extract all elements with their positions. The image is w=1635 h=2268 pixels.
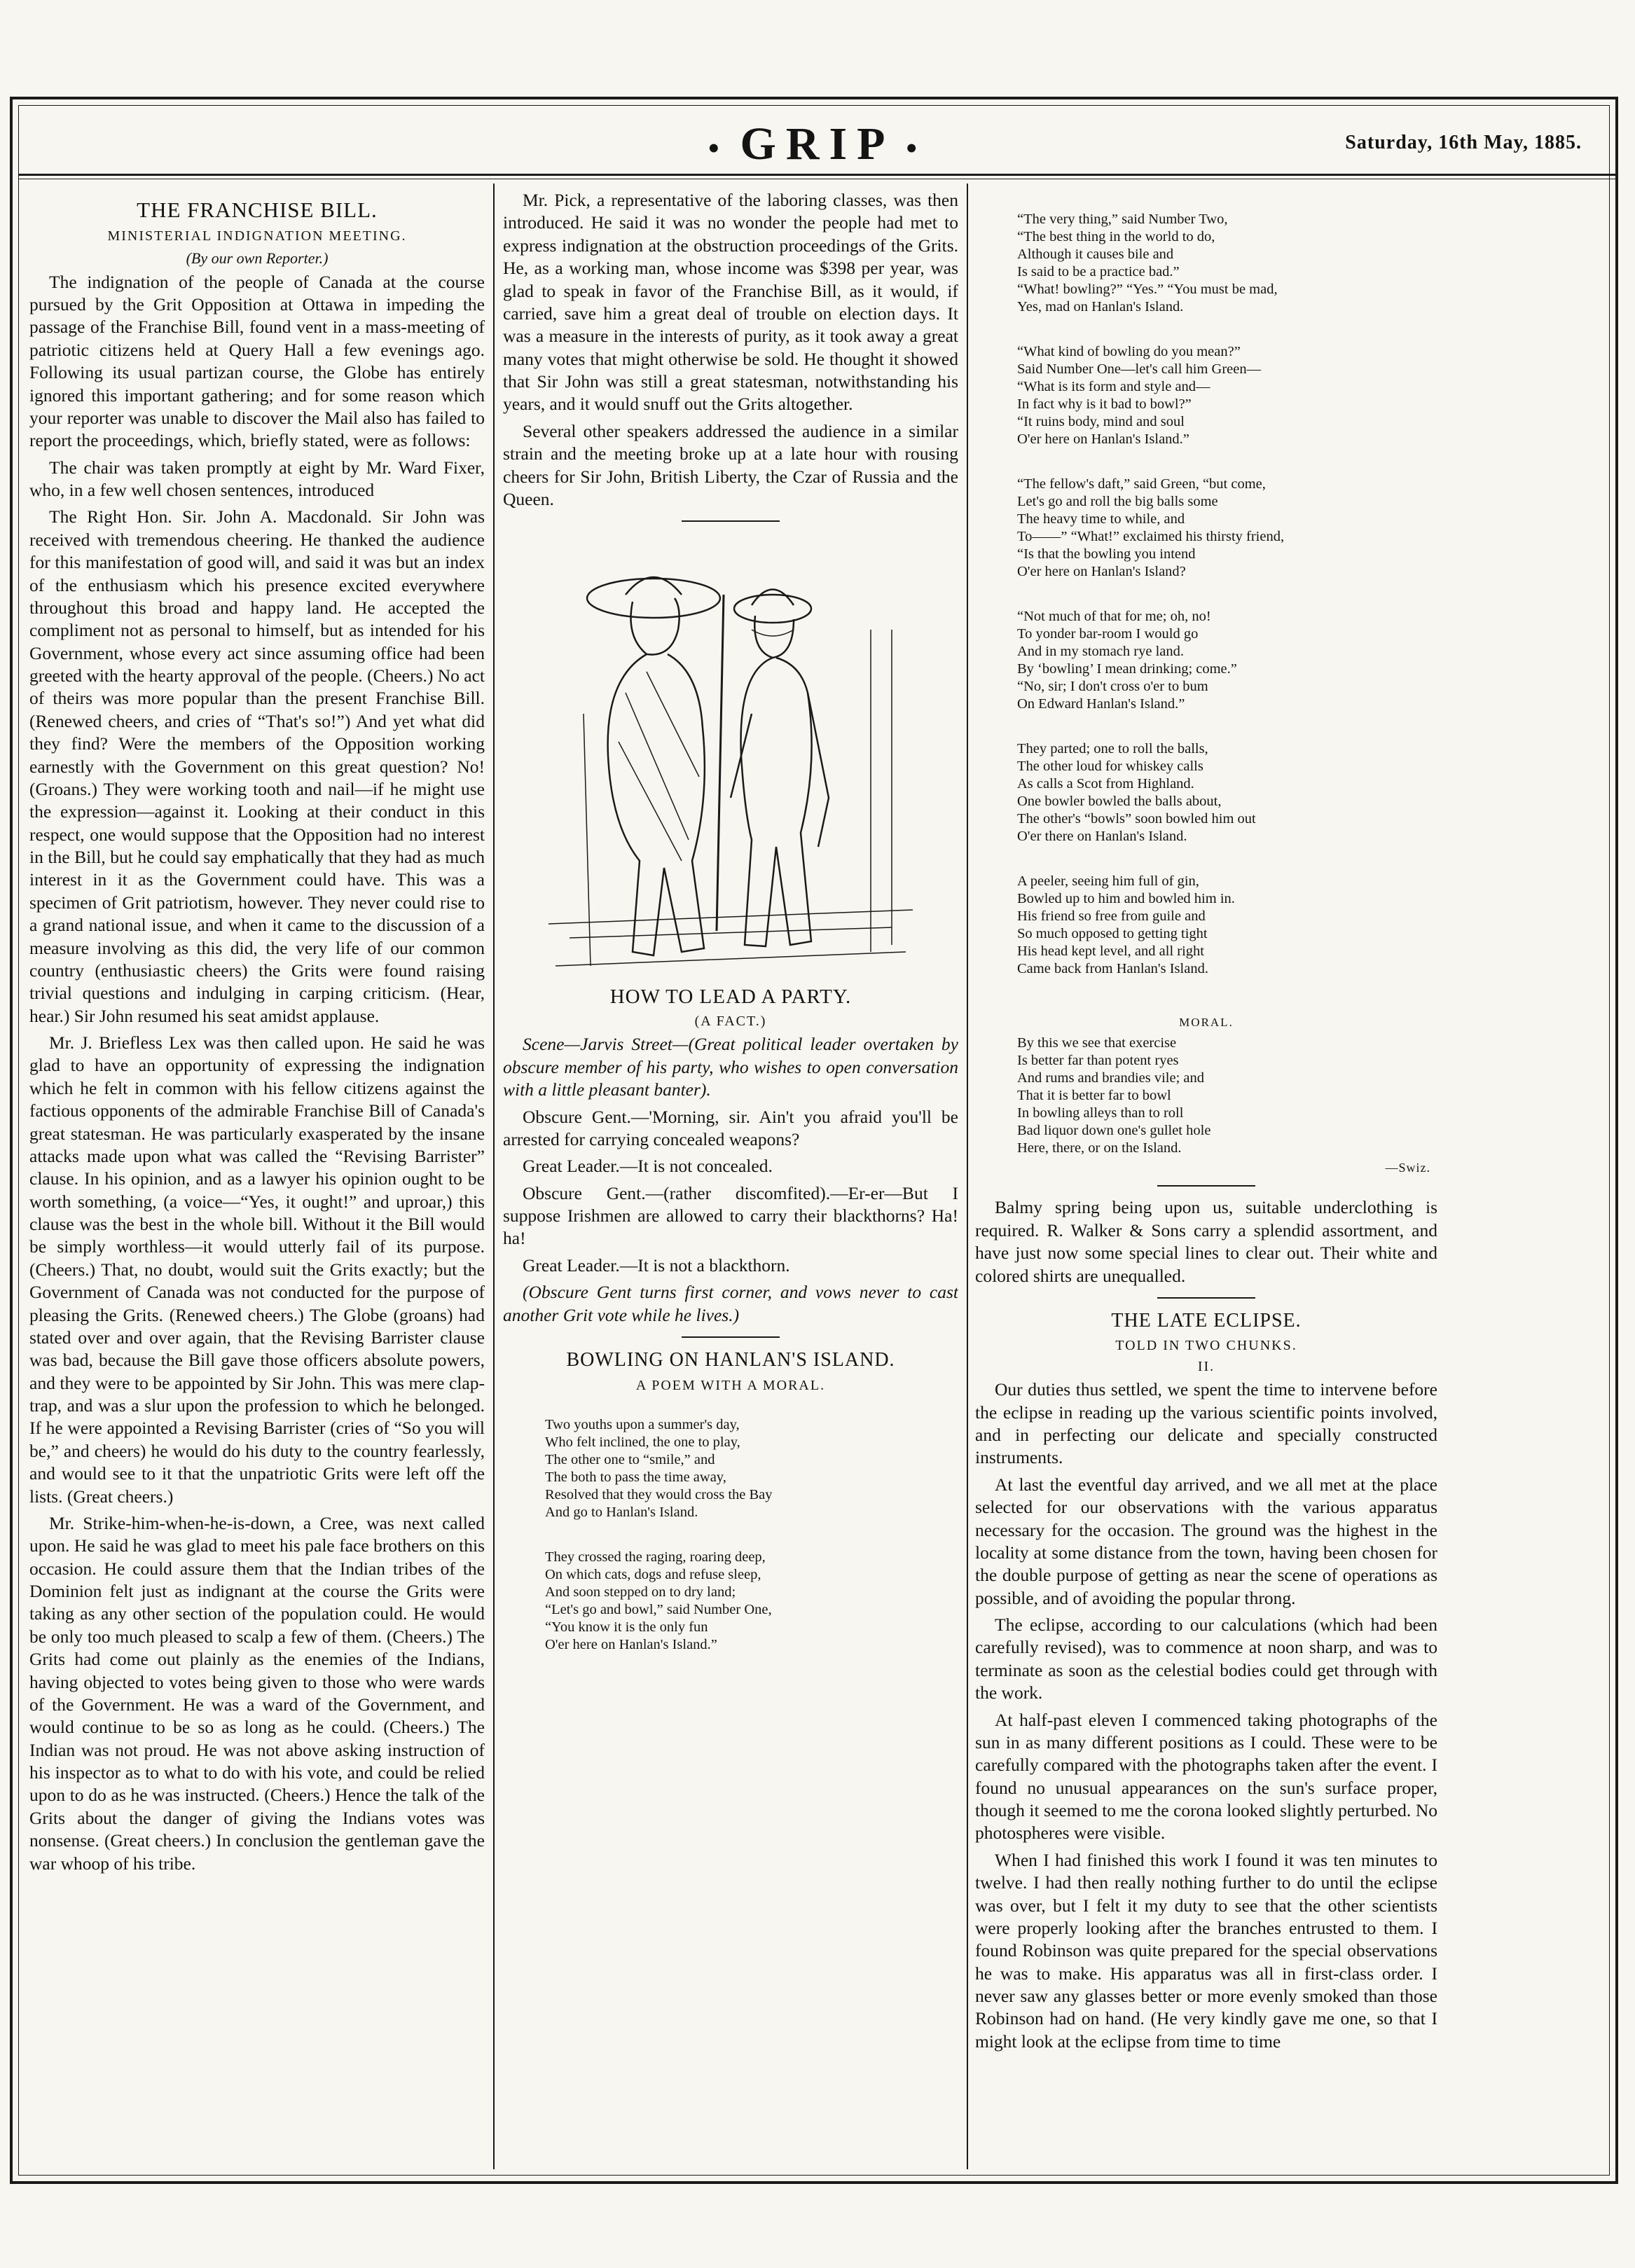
eclipse-paragraph: The eclipse, according to our calculations (which had been carefully revised), was to commence at noon sharp, and was to terminate as soon as the celestial bodies could get through with the work. [975,1614,1437,1703]
eclipse-paragraph: At last the eventful day arrived, and we all met at the place selected for our observations with the various apparatus necessary for the occasion. The ground was the highest in the locality at some distance from the town, having been chosen for the double purpose of getting as near the scene of operations as possible, and of avoiding the popular throng. [975,1474,1437,1608]
franchise-title: THE FRANCHISE BILL. [137,198,378,222]
eclipse-subtitle: TOLD IN TWO CHUNKS. [1115,1338,1297,1354]
bowling-subtitle: A POEM WITH A MORAL. [635,1377,826,1393]
poem-stanza: “The fellow's daft,” said Green, “but come, Let's go and roll the big balls some The heavy time to while, and To——” “What!” exclaimed his thirsty friend, “Is that the bowling you intend O'er here on Hanlan's Island? [1017,476,1285,579]
eclipse-title: THE LATE ECLIPSE. [1111,1309,1302,1332]
masthead-title: • GRIP • [708,118,927,170]
column-divider [493,184,495,2169]
section-divider [682,520,780,522]
section-divider [1157,1297,1255,1299]
bowling-title: BOWLING ON HANLAN'S ISLAND. [566,1348,895,1371]
party-scene: Scene—Jarvis Street—(Great political leader overtaken by obscure member of his party, who wishes to open conversation with a little pleasant banter). [503,1034,958,1100]
column-1 [29,189,485,2178]
moral-heading: MORAL. [1179,1016,1234,1029]
party-line: Great Leader.—It is not a blackthorn. [523,1254,790,1275]
moral-stanza: By this we see that exercise Is better far than potent ryes And rums and brandies vile; and That it is better far to bowl In bowling alleys than to roll Bad liquor down one's gullet hole Here, there, or on the Island. [1017,1035,1211,1156]
eclipse-paragraph: At half-past eleven I commenced taking photographs of the sun in as many different positions as I could. These were to be carefully compared with the photographs taken after the event. I found no unusual appearances on the sun's surface proper, though it seemed to me the corona looked slightly perturbed. No photospheres were visible. [975,1709,1437,1844]
poem-stanza: “What kind of bowling do you mean?” Said Number One—let's call him Green— “What is its form and style and— In fact why is it bad to bowl?” “It ruins body, mind and soul O'er here on Hanlan's Island.” [1017,344,1262,447]
franchise-paragraph: Mr. Pick, a representative of the laboring classes, was then introduced. He said it was no wonder the people had met to express indignation at the obstruction proceedings of the Grits. He, as a working man, whose income was $398 per year, was glad to speak in favor of the Franchise Bill, as it would, if carried, save him a great deal of trouble on election days. It was a measure in the interests of purity, as it took away a great many votes that might otherwise be sold. He thought it showed that Sir John was still a great statesman, notwithstanding his years, and it would snuff out the Grits altogether. [503,190,958,415]
masthead [21,105,1614,182]
bowling-poem-continued [1017,193,1437,1005]
franchise-paragraph: The Right Hon. Sir. John A. Macdonald. Sir John was received with tremendous cheering. He thanked the audience for this manifestation of good will, and said it was but an index of the enthusiasm which his presence excited everywhere throughout this broad and happy land. He accepted the compliment not as personal to himself, but as intended for his Government, whose every act since assuming office had been greeted with the hearty approval of the people. (Cheers.) No act of theirs was more popular than the present Franchise Bill. (Renewed cheers, and cries of “That's so!”) And yet what did they find? Were the members of the Opposition working earnestly with the Government on this great question? No! (Groans.) They were working tooth and nail—if he might use the expression—against it. Looking at their conduct in this respect, one would suppose that the Opposition had no interest in the Bill, but he could say emphatically that they had as much interest in it as the Government could have. This was a specimen of Grit patriotism, however. They never could rise to a grand national issue, and when it came to the discussion of a measure involving as this did, the very life of our common country (enthusiastic cheers) the Grits were found raising trivial questions and indulging in carping criticism. (Hear, hear.) Sir John resumed his seat amidst applause. [29,506,485,1026]
party-line: (Obscure Gent turns first corner, and vows never to cast another Grit vote while he lives.) [503,1282,958,1325]
column-2 [503,189,958,2178]
column-3 [975,189,1437,2178]
eclipse-paragraph: Our duties thus settled, we spent the time to intervene before the eclipse in reading up the various scientific points involved, and in perfecting our delicate and specially constructed instruments. [975,1379,1437,1468]
party-line: Obscure Gent.—'Morning, sir. Ain't you afraid you'll be arrested for carrying concealed weapons? [503,1106,958,1149]
party-line: Great Leader.—It is not concealed. [523,1156,773,1177]
section-divider [1157,1185,1255,1187]
issue-date: Saturday, 16th May, 1885. [1345,132,1582,153]
franchise-paragraph: Mr. Strike-him-when-he-is-down, a Cree, was next called upon. He said he was glad to meet his pale face brothers on this occasion. He could assure them that the Indian tribes of the Dominion felt just as indignant at the course the Grits were taking as any other section of the population could. He would be only too much pleased to scalp a few of them. (Cheers.) The Grits had come out plainly as the enemies of the Indians, having objected to votes being given to those who were wards of the Government. He was a ward of the Government, and would continue to be so as long as he could. (Cheers.) The Indian was not proud. He was not above asking instruction of his inspector as to what to do with his vote, and could be relied upon to do as he was instructed. (Cheers.) Hence the talk of the Grits about the danger of giving the Indians votes was nonsense. (Great cheers.) In conclusion the gentleman gave the war whoop of his tribe. [29,1512,485,1874]
section-divider [682,1336,780,1338]
poem-signature: —Swiz. [1385,1160,1430,1175]
party-subcaption: (A FACT.) [694,1014,767,1030]
eclipse-paragraph: When I had finished this work I found it was ten minutes to twelve. I had then really nothing further to do until the eclipse was over, but I felt it my duty to see that the other scientists were properly looking after the branches entrusted to them. I found Robinson was quite prepared for the special observations he was to make. His apparatus was all in first-class order. I never saw any glasses better or more evenly smoked than those Robinson had on hand. (He very kindly gave me one, so that I might look at the eclipse from time to time [975,1849,1437,2052]
poem-stanza: “Not much of that for me; oh, no! To yonder bar-room I would go And in my stomach rye land. By ‘bowling’ I mean drinking; come.” “No, sir; I don't cross o'er to bum On Edward Hanlan's Island.” [1017,609,1237,712]
masthead-rule [18,174,1617,176]
advert-text: Balmy spring being upon us, suitable underclothing is required. R. Walker & Sons carry a splendid assortment, and have just now some special lines to clear out. Their white and colored shirts are unequalled. [975,1197,1437,1286]
poem-stanza: “The very thing,” said Number Two, “The best thing in the world to do, Although it causes bile and Is said to be a practice bad.” “What! bowling?” “Yes.” “You must be mad, Yes, mad on Hanlan's Island. [1017,212,1278,314]
poem-stanza: They crossed the raging, roaring deep, On which cats, dogs and refuse sleep, And soon stepped on to dry land; “Let's go and bowl,” said Number One, “You know it is the only fun O'er here on Hanlan's Island.” [545,1549,772,1652]
column-divider [967,184,968,2169]
poem-stanza: Two youths upon a summer's day, Who felt inclined, the one to play, The other one to “smile,” and The both to pass the time away, Resolved that they would cross the Bay And go to Hanlan's Island. [545,1416,773,1520]
bowling-poem [545,1399,958,1681]
eclipse-part: II. [1197,1358,1215,1374]
franchise-paragraph: Mr. J. Briefless Lex was then called upon. He said he was glad to have an opportunity of expressing the indignation which he felt in common with his fellow citizens against the factious opponents of the admirable Franchise Bill of Canada's great statesman. He was particularly exasperated by the insane attacks made upon what was called the “Revising Barrister” clause. In his opinion, and as a lawyer his opinion ought to be worth something, (a voice—“Yes, it ought!” and uproar,) this clause was the best in the whole bill. Without it the Bill would be simply worthless—it would utterly fail of its purpose. (Cheers.) That, no doubt, would suit the Grits exactly; but the Government of Canada was not conducted for the purpose of pleasing the Grits. (Renewed cheers.) The Globe (groans) had stated over and over again, that the Revising Barrister clause was bad, because the Bill gave those officers absolute powers, and they were to be appointed by Sir John. This was mere clap-trap, and was a slur upon the profession to which he belonged. If he were appointed a Revising Barrister (cries of “So you will be,” and cheers) he would do his duty to the country fearlessly, and would see to it that the unpatriotic Grits were left off the lists. (Great cheers.) [29,1032,485,1507]
poem-stanza: They parted; one to roll the balls, The other loud for whiskey calls As calls a Scot from Highland. One bowler bowled the balls about, The other's “bowls” soon bowled him out O'er there on Hanlan's Island. [1017,741,1256,844]
party-caption: HOW TO LEAD A PARTY. [609,986,852,1009]
poem-stanza: A peeler, seeing him full of gin, Bowled up to him and bowled him in. His friend so free from guile and So much opposed to getting tight His head kept level, and all right Came back from Hanlan's Island. [1017,873,1235,976]
franchise-paragraph: The chair was taken promptly at eight by Mr. Ward Fixer, who, in a few well chosen sentences, introduced [29,457,485,501]
franchise-subtitle: MINISTERIAL INDIGNATION MEETING. [107,228,407,244]
party-line: Obscure Gent.—(rather discomfited).—Er-er—But I suppose Irishmen are allowed to carry their blackthorns? Ha! ha! [503,1182,958,1249]
franchise-paragraph: Several other speakers addressed the audience in a similar strain and the meeting broke up at a late hour with rousing cheers for Sir John, British Liberty, the Czar of Russia and the Queen. [503,420,958,509]
franchise-paragraph: The indignation of the people of Canada at the course pursued by the Grit Opposition at Ottawa in impeding the passage of the Franchise Bill, found vent in a mass-meeting of patriotic citizens held at Query Hall a few evenings ago. Following its usual partizan course, the Globe has entirely ignored this important gathering; and for some reason which your reporter was unable to discover the Mail also has failed to report the proceedings, which, briefly stated, were as follows: [29,271,485,451]
party-illustration [541,532,920,980]
franchise-byline: (By our own Reporter.) [186,249,329,267]
